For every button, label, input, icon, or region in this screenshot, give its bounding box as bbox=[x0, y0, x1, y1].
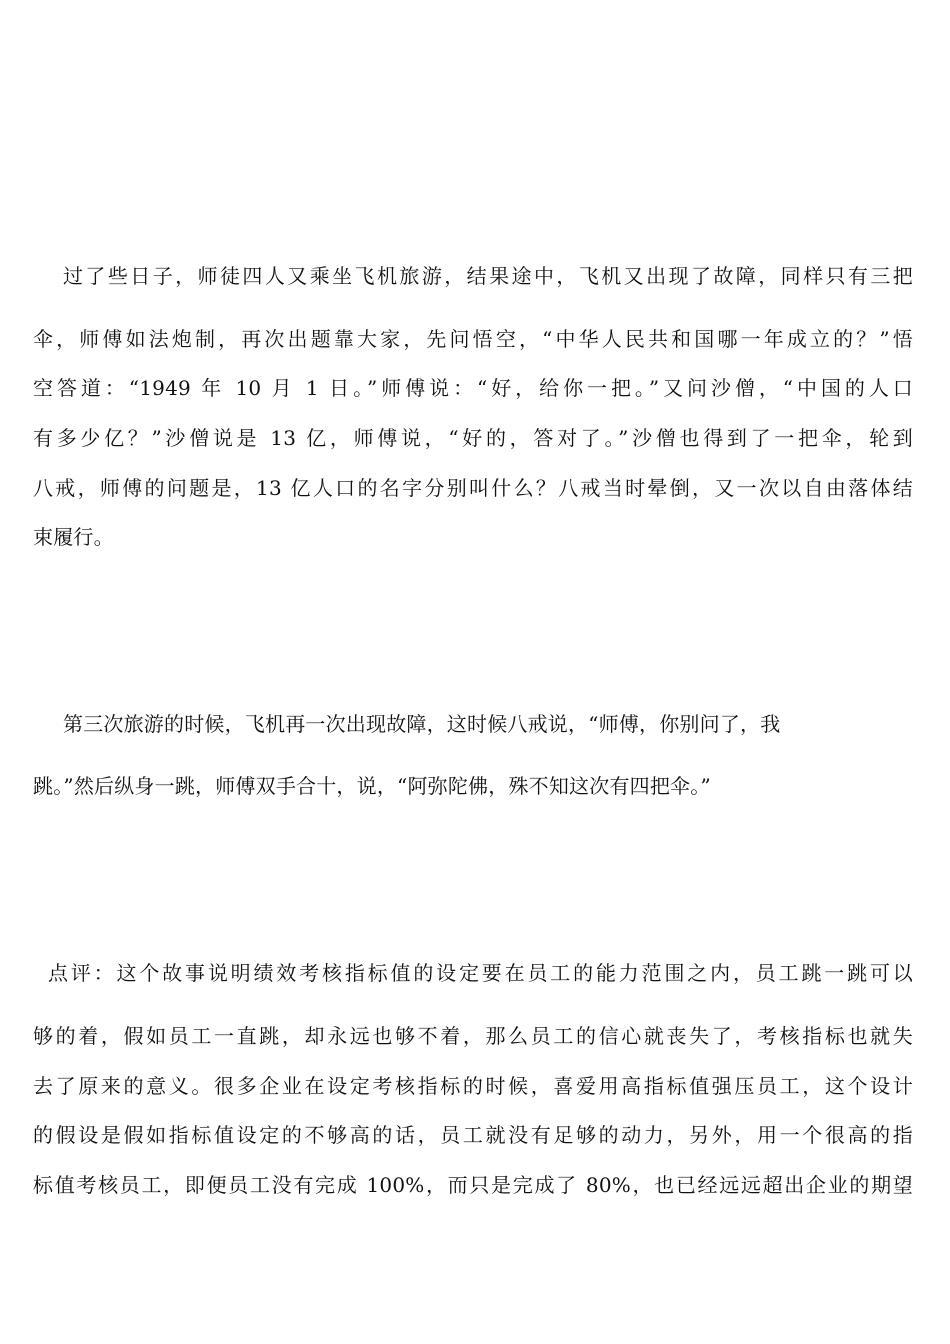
paragraph-3-line-3: 去了原来的意义。很多企业在设定考核指标的时候，喜爱用高指标值强压员工，这个设计 bbox=[33, 1074, 913, 1098]
paragraph-3-line-1: 点评：这个故事说明绩效考核指标值的设定要在员工的能力范围之内，员工跳一跳可以 bbox=[48, 961, 913, 985]
paragraph-1-line-1: 过了些日子，师徒四人又乘坐飞机旅游，结果途中，飞机又出现了故障，同样只有三把 bbox=[63, 264, 913, 288]
paragraph-2-line-1: 第三次旅游的时候，飞机再一次出现故障，这时候八戒说，“师傅，你别问了，我 bbox=[63, 712, 781, 736]
paragraph-3-line-5: 标值考核员工，即便员工没有完成 100%，而只是完成了 80%，也已经远远超出企业的期望 bbox=[33, 1173, 913, 1197]
paragraph-1-line-5: 八戒，师傅的问题是，13 亿人口的名字分别叫什么？八戒当时晕倒，又一次以自由落体结 bbox=[33, 476, 913, 500]
paragraph-1-line-4: 有多少亿？”沙僧说是 13 亿，师傅说，“好的，答对了。”沙僧也得到了一把伞，轮到 bbox=[33, 426, 913, 450]
paragraph-3-line-4: 的假设是假如指标值设定的不够高的话，员工就没有足够的动力，另外，用一个很高的指 bbox=[33, 1123, 913, 1147]
paragraph-2-line-2: 跳。”然后纵身一跳，师傅双手合十，说，“阿弥陀佛，殊不知这次有四把伞。” bbox=[33, 774, 711, 798]
paragraph-1-line-6: 束履行。 bbox=[33, 525, 114, 549]
paragraph-1-line-3: 空答道：“1949 年 10 月 1 日。”师傅说：“好，给你一把。”又问沙僧，“中国的人口 bbox=[33, 376, 913, 400]
paragraph-1-line-2: 伞，师傅如法炮制，再次出题靠大家，先问悟空，“中华人民共和国哪一年成立的？”悟 bbox=[33, 327, 913, 351]
paragraph-3-line-2: 够的着，假如员工一直跳，却永远也够不着，那么员工的信心就丧失了，考核指标也就失 bbox=[33, 1024, 913, 1048]
